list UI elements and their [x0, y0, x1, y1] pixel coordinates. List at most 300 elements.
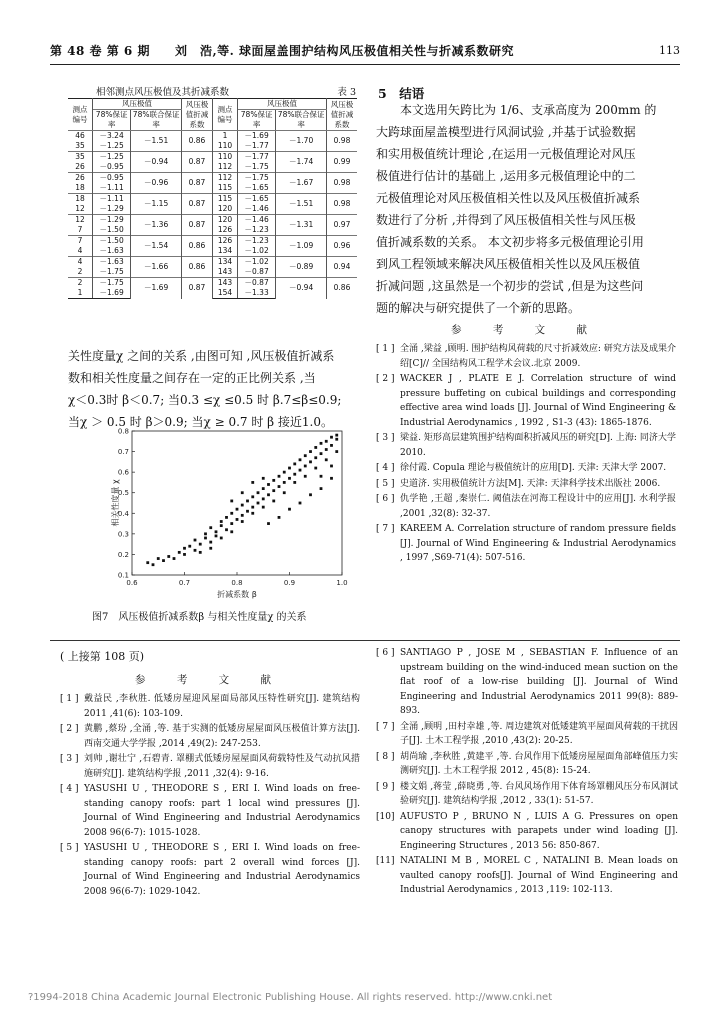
table-cell: 0.97: [327, 215, 358, 236]
data-point: [262, 487, 265, 490]
y-tick-label: 0.3: [117, 530, 129, 539]
table-cell: 0.86: [181, 131, 212, 152]
table-cell: 2: [68, 278, 93, 289]
data-point: [304, 465, 307, 468]
reference-number: [ 1 ]: [60, 694, 79, 704]
reference-item: [60, 782, 360, 840]
text-line: 折减问题 ,这虽然是一个初步的尝试 ,但是为这些问: [376, 279, 644, 293]
page-number: 113: [659, 44, 680, 57]
data-point: [267, 522, 270, 525]
table-cell: －1.02: [237, 257, 275, 268]
reference-text: 仇学艳 ,王超 ,秦崇仁. 阈值法在河海工程设计中的应用[J]. 水利学报 ,2001 ,32(8): 32-37.: [400, 494, 676, 519]
data-point: [157, 557, 160, 560]
table-cell: 12: [68, 215, 93, 226]
reference-text: KAREEM A. Correlation structure of random pressure fields [J]. Journal of Wind Engineering & Industrial Aerodynamics , 1997 ,S69-71(4): 507-516.: [400, 524, 676, 563]
table-cell: －1.46: [237, 204, 275, 215]
table-cell: －1.25: [93, 141, 131, 152]
reference-text: YASUSHI U , THEODORE S , ERI I. Wind loads on free-standing canopy roofs: part 2 overall wind forces [J]. Journal of Wind Engineering and Industrial Aerodynamics 2008 96(6-7): 1029-1042.: [84, 843, 360, 897]
text-line: 到风工程领域来解决风压极值相关性以及风压极值: [376, 257, 641, 271]
data-point: [236, 518, 239, 521]
table-cell: 0.87: [181, 173, 212, 194]
data-point: [204, 532, 207, 535]
data-point: [183, 553, 186, 556]
data-point: [320, 475, 323, 478]
table-cell: －1.51: [131, 131, 182, 152]
table-cell: 143: [212, 267, 237, 278]
table-cell: 112: [212, 173, 237, 184]
reference-item: [376, 372, 676, 430]
text-line: 数进行了分析 ,并得到了风压极值相关性与风压极: [376, 213, 636, 227]
table-cell: －1.46: [237, 215, 275, 226]
table-row: [68, 215, 357, 226]
text-line: 极值进行估计的基础上 ,运用多元极值理论中的二: [376, 169, 636, 183]
table-cell: －0.96: [131, 173, 182, 194]
table-cell: 134: [212, 257, 237, 268]
table-cell: 0.87: [181, 194, 212, 215]
col-p78: 78%保证率: [93, 110, 131, 131]
table-cell: －1.54: [131, 236, 182, 257]
data-point: [335, 450, 338, 453]
col-wind-extreme: 风压极值: [93, 99, 182, 110]
table-cell: －1.63: [93, 246, 131, 257]
data-point: [278, 475, 281, 478]
table-cell: 7: [68, 225, 93, 236]
reference-text: 史道济. 实用极值统计方法[M]. 天津: 天津科学技术出版社 2006.: [400, 478, 661, 489]
data-point: [246, 500, 249, 503]
data-point: [330, 477, 333, 480]
col-joint: 78%联合保证率: [131, 110, 182, 131]
text-line: χ＜0.3时 β＜0.7; 当0.3 ≤χ ≤0.5 时 β.7≤β≤0.9;: [68, 393, 342, 407]
reference-number: [ 5 ]: [60, 843, 79, 853]
reference-text: WACKER J , PLATE E J. Correlation structure of wind pressure buffeting on cubical buildings and corresponding effective area wind loads [J]. Journal of Wind Engineering & Industrial Aerodynamics , 1992 , S1-3 (43): 1865-1876.: [400, 374, 676, 428]
reference-item: [376, 492, 676, 521]
table-cell: －1.69: [131, 278, 182, 299]
data-point: [330, 436, 333, 439]
table-cell: －1.67: [276, 173, 327, 194]
reference-item: [60, 722, 360, 751]
text-line: 关性度量χ 之间的关系 ,由图可知 ,风压极值折减系: [68, 349, 335, 363]
text-line: 元极值理论对风压极值相关性以及风压极值折减系: [376, 191, 641, 205]
data-point: [251, 506, 254, 509]
data-point: [241, 514, 244, 517]
data-point: [314, 456, 317, 459]
data-point: [167, 555, 170, 558]
table-cell: 120: [212, 215, 237, 226]
data-point: [314, 446, 317, 449]
table-cell: 7: [68, 236, 93, 247]
data-point: [309, 493, 312, 496]
reference-text: 全涌 ,梁益 ,顾明. 围护结构风荷载的尺寸折减效应: 研究方法及成果介绍[C]// 全国结构风工程学术会议.北京 2009.: [400, 344, 676, 369]
x-axis-label: 折减系数 β: [217, 590, 257, 599]
reference-item: [376, 431, 676, 460]
data-point: [278, 516, 281, 519]
data-point: [283, 471, 286, 474]
reference-item: [376, 854, 678, 898]
table-cell: 0.87: [181, 278, 212, 299]
data-point: [304, 454, 307, 457]
reference-number: [ 1 ]: [376, 344, 395, 354]
table-cell: －0.95: [93, 162, 131, 173]
data-point: [267, 493, 270, 496]
table-cell: 154: [212, 288, 237, 299]
table-cell: 0.87: [181, 152, 212, 173]
text-line: 当χ ＞ 0.5 时 β＞0.9; 当χ ≥ 0.7 时 β 接近1.0。: [68, 415, 333, 429]
data-point: [251, 495, 254, 498]
reference-text: 徐付霞. Copula 理论与极值统计的应用[D]. 天津: 天津大学 2007.: [400, 463, 667, 473]
data-point: [194, 539, 197, 542]
reference-item: [376, 750, 678, 779]
table-cell: －1.11: [93, 194, 131, 205]
conclusion-body: [376, 99, 676, 319]
table-row: [68, 278, 357, 289]
data-point: [152, 563, 155, 566]
reference-number: [ 5 ]: [376, 478, 395, 489]
table-cell: 46: [68, 131, 93, 142]
continued-note: ( 上接第 108 页): [60, 650, 145, 663]
data-point: [330, 465, 333, 468]
data-point: [173, 557, 176, 560]
data-point: [309, 460, 312, 463]
section-heading: 5 结语: [378, 86, 425, 101]
reference-number: [ 2 ]: [60, 724, 79, 734]
reference-item: [60, 752, 360, 781]
data-point: [188, 545, 191, 548]
data-point: [262, 497, 265, 500]
reference-text: 胡尚瑜 ,李秋胜 ,黄建平 ,等. 台风作用下低矮房屋屋面角部峰值压力实测研究[J]. 土木工程学报 2012 , 45(8): 15-24.: [400, 751, 678, 776]
scatter-chart: [90, 425, 360, 605]
x-tick-label: 0.9: [283, 579, 296, 587]
data-point: [230, 512, 233, 515]
y-tick-label: 0.6: [117, 468, 129, 477]
data-point: [262, 477, 265, 480]
table-cell: －1.50: [93, 236, 131, 247]
data-table: [68, 98, 357, 299]
table-cell: 35: [68, 152, 93, 163]
table-cell: 0.87: [181, 215, 212, 236]
table-cell: 2: [68, 267, 93, 278]
y-axis-label: 相关性度量 χ: [111, 479, 120, 527]
running-header: [50, 42, 680, 62]
data-point: [335, 434, 338, 437]
data-point: [288, 508, 291, 511]
data-point: [220, 524, 223, 527]
table-cell: －1.25: [93, 152, 131, 163]
table-row: [68, 173, 357, 184]
table-cell: －1.66: [131, 257, 182, 278]
section-separator: [50, 640, 680, 641]
reference-text: 戴益民 ,李秋胜. 低矮房屋迎风屋面局部风压特性研究[J]. 建筑结构 2011 ,41(6): 103-109.: [84, 694, 360, 719]
reference-number: [ 4 ]: [60, 784, 79, 794]
table-cell: 120: [212, 204, 237, 215]
table-cell: －1.65: [237, 194, 275, 205]
data-point: [314, 467, 317, 470]
table-cell: 26: [68, 173, 93, 184]
table-row: [68, 152, 357, 163]
reference-item: [376, 477, 676, 492]
table-cell: －0.89: [276, 257, 327, 278]
table-cell: －1.50: [93, 225, 131, 236]
col-wind-extreme-2: 风压极值: [237, 99, 326, 110]
table-cell: 110: [212, 152, 237, 163]
y-tick-label: 0.8: [117, 427, 129, 436]
reference-item: [60, 692, 360, 721]
table-cell: －1.77: [237, 152, 275, 163]
data-point: [335, 438, 338, 441]
data-point: [162, 559, 165, 562]
table-cell: 4: [68, 246, 93, 257]
x-tick-label: 1.0: [336, 579, 348, 587]
table-cell: －1.74: [276, 152, 327, 173]
y-tick-label: 0.5: [117, 489, 129, 498]
reference-text: 楼文娟 ,蒋莹 ,薛晓勇 ,等. 台风风场作用下体育场罩棚风压分布风洞试验研究[J]. 建筑结构学报 ,2012 , 33(1): 51-57.: [400, 781, 678, 806]
reference-item: [376, 522, 676, 566]
table-cell: 0.86: [327, 278, 358, 299]
table-cell: －0.87: [237, 278, 275, 289]
data-point: [257, 502, 260, 505]
references-list-right: [376, 646, 678, 899]
table-cell: －1.11: [93, 183, 131, 194]
data-point: [288, 477, 291, 480]
col-point-id: 测点编号: [68, 99, 93, 131]
table-cell: －1.75: [237, 162, 275, 173]
table-cell: －1.09: [276, 236, 327, 257]
data-point: [293, 463, 296, 466]
table-cell: －1.33: [237, 288, 275, 299]
data-point: [241, 520, 244, 523]
reference-number: [10]: [376, 811, 395, 822]
table-cell: 12: [68, 204, 93, 215]
x-tick-label: 0.7: [178, 579, 191, 587]
text-line: 值折减系数的关系。 本文初步将多元极值理论引用: [376, 235, 644, 249]
col-factor-2: 风压极值折减系数: [327, 99, 358, 131]
data-point: [209, 526, 212, 529]
reference-number: [ 3 ]: [376, 433, 395, 443]
figure-caption: 图7 风压极值折减系数β 与相关性度量χ 的关系: [92, 612, 307, 623]
data-point: [330, 444, 333, 447]
table-cell: 126: [212, 225, 237, 236]
reference-number: [ 6 ]: [376, 494, 395, 504]
table-cell: 115: [212, 183, 237, 194]
table-cell: 18: [68, 183, 93, 194]
left-paragraph: [68, 345, 358, 433]
table-cell: 4: [68, 257, 93, 268]
table-cell: －0.95: [93, 173, 131, 184]
col-point-id-2: 测点编号: [212, 99, 237, 131]
table-cell: 35: [68, 141, 93, 152]
data-point: [251, 481, 254, 484]
data-point: [230, 500, 233, 503]
data-point: [257, 491, 260, 494]
table-cell: －1.75: [237, 173, 275, 184]
table-cell: 112: [212, 162, 237, 173]
reference-text: 梁益. 矩形高层建筑围护结构面积折减风压的研究[D]. 上海: 同济大学 2010.: [400, 433, 676, 458]
table-cell: －1.36: [131, 215, 182, 236]
data-point: [230, 522, 233, 525]
reference-item: [376, 461, 676, 476]
table-cell: 110: [212, 141, 237, 152]
table-cell: －1.77: [237, 141, 275, 152]
data-point: [283, 491, 286, 494]
data-point: [204, 537, 207, 540]
reference-number: [ 3 ]: [60, 754, 79, 764]
table-cell: 126: [212, 236, 237, 247]
reference-text: 黄鹏 ,蔡玢 ,全涌 ,等. 基于实测的低矮房屋屋面风压极值计算方法[J]. 西南交通大学学报 ,2014 ,49(2): 247-253.: [84, 724, 360, 749]
data-point: [230, 530, 233, 533]
table-cell: －0.87: [237, 267, 275, 278]
data-point: [194, 549, 197, 552]
data-point: [299, 469, 302, 472]
table-cell: 134: [212, 246, 237, 257]
data-point: [325, 440, 328, 443]
y-tick-label: 0.1: [117, 571, 129, 580]
table-cell: 26: [68, 162, 93, 173]
table-cell: －1.70: [276, 131, 327, 152]
y-tick-label: 0.7: [117, 448, 129, 457]
reference-number: [ 8 ]: [376, 751, 395, 762]
table-cell: 0.99: [327, 152, 358, 173]
reference-item: [60, 841, 360, 899]
reference-text: YASUSHI U , THEODORE S , ERI I. Wind loads on free-standing canopy roofs: part 1 local wind pressures [J]. Journal of Wind Engineering and Industrial Aerodynamics 2008 96(6-7): 1015-1028.: [84, 784, 360, 838]
table-cell: －1.31: [276, 215, 327, 236]
data-point: [178, 551, 181, 554]
data-point: [272, 489, 275, 492]
table-cell: 1: [68, 288, 93, 299]
table-cell: －1.23: [237, 225, 275, 236]
header-journal: 第 48 卷 第 6 期 刘 浩,等. 球面屋盖围护结构风压极值相关性与折减系数研究: [50, 44, 515, 58]
data-point: [209, 541, 212, 544]
table-cell: 1: [212, 131, 237, 142]
data-point: [215, 530, 218, 533]
table-cell: 0.98: [327, 194, 358, 215]
table-row: [68, 257, 357, 268]
reference-text: 全涌 ,顾明 ,田村幸雄 ,等. 周边建筑对低矮建筑平屋面风荷载的干扰因子[J]. 土木工程学报 ,2010 ,43(2): 20-25.: [400, 721, 678, 746]
references-heading-2: 参 考 文 献: [134, 674, 285, 686]
data-point: [199, 551, 202, 554]
reference-item: [376, 342, 676, 371]
table-cell: －1.02: [237, 246, 275, 257]
table-row: [68, 236, 357, 247]
table-cell: 0.98: [327, 173, 358, 194]
data-point: [199, 543, 202, 546]
reference-number: [ 4 ]: [376, 463, 395, 473]
references-list: [376, 342, 676, 567]
data-point: [225, 528, 228, 531]
text-line: 和实用极值统计理论 ,在运用一元极值理论对风压: [376, 147, 636, 161]
table-cell: －1.51: [276, 194, 327, 215]
table-cell: －1.29: [93, 204, 131, 215]
data-point: [293, 473, 296, 476]
x-tick-label: 0.8: [231, 579, 243, 587]
data-point: [272, 479, 275, 482]
table-number: 表 3: [337, 87, 356, 98]
table-cell: －1.63: [93, 257, 131, 268]
y-tick-label: 0.4: [117, 509, 129, 518]
table-cell: －1.23: [237, 236, 275, 247]
reference-number: [ 2 ]: [376, 374, 395, 384]
reference-item: [376, 780, 678, 809]
data-point: [220, 520, 223, 523]
reference-item: [376, 646, 678, 719]
col-factor: 风压极值折减系数: [181, 99, 212, 131]
data-point: [283, 481, 286, 484]
data-point: [272, 500, 275, 503]
table-cell: －1.15: [131, 194, 182, 215]
table-cell: 0.86: [181, 236, 212, 257]
table-cell: 115: [212, 194, 237, 205]
table-cell: －0.94: [276, 278, 327, 299]
data-point: [241, 491, 244, 494]
data-point: [309, 450, 312, 453]
table-cell: －1.69: [237, 131, 275, 142]
data-point: [299, 458, 302, 461]
col-p78-2: 78%保证率: [237, 110, 275, 131]
header-rule: [50, 64, 680, 65]
data-point: [183, 547, 186, 550]
reference-text: 刘帅 ,谢壮宁 ,石碧青. 罩棚式低矮房屋屋面风荷载特性及气动抗风措施研究[J]. 建筑结构学报 ,2011 ,32(4): 9-16.: [84, 754, 360, 779]
reference-number: [ 7 ]: [376, 721, 395, 732]
data-point: [262, 506, 265, 509]
data-point: [220, 537, 223, 540]
data-point: [299, 502, 302, 505]
reference-text: NATALINI M B , MOREL C , NATALINI B. Mean loads on vaulted canopy roofs[J]. Journal of Wind Engineering and Industrial Aerodynamics , 2013 ,119: 102-113.: [400, 856, 678, 895]
reference-number: [ 6 ]: [376, 648, 395, 658]
data-point: [288, 467, 291, 470]
data-point: [325, 448, 328, 451]
data-point: [320, 442, 323, 445]
y-tick-label: 0.2: [117, 550, 129, 559]
data-point: [146, 561, 149, 564]
table-cell: 0.96: [327, 236, 358, 257]
data-point: [304, 475, 307, 478]
table-cell: 143: [212, 278, 237, 289]
data-point: [251, 512, 254, 515]
reference-item: [376, 810, 678, 854]
data-point: [209, 547, 212, 550]
data-point: [293, 481, 296, 484]
data-point: [325, 458, 328, 461]
reference-text: AUFUSTO P , BRUNO N , LUIS A G. Pressures on open canopy structures with parapets under wind loading [J]. Engineering Structures , 2013 56: 850-867.: [400, 811, 678, 851]
data-point: [236, 508, 239, 511]
copyright-footer: ?1994-2018 China Academic Journal Electronic Publishing House. All rights reserved. http://www.cnki.net: [28, 992, 553, 1003]
text-line: 大跨球面屋盖模型进行风洞试验 ,并基于试验数据: [376, 125, 636, 139]
table-title: 相邻测点风压极值及其折减系数 表 3: [96, 84, 356, 98]
data-point: [225, 516, 228, 519]
table-row: [68, 194, 357, 205]
table-cell: 0.98: [327, 131, 358, 152]
reference-item: [376, 720, 678, 749]
data-point: [246, 510, 249, 513]
table-cell: 18: [68, 194, 93, 205]
table-cell: －1.75: [93, 278, 131, 289]
data-point: [320, 452, 323, 455]
references-list-left: [60, 692, 360, 900]
data-point: [278, 485, 281, 488]
data-point: [215, 535, 218, 538]
table-cell: －3.24: [93, 131, 131, 142]
data-point: [267, 483, 270, 486]
text-line: 题的解决与研究提供了一个新的思路。: [376, 301, 581, 315]
data-point: [320, 487, 323, 490]
table-cell: 0.94: [327, 257, 358, 278]
table-cell: －1.29: [93, 215, 131, 226]
table-cell: －0.94: [131, 152, 182, 173]
table-cell: －1.65: [237, 183, 275, 194]
text-line: 数和相关性度量之间存在一定的正比例关系 ,当: [68, 371, 316, 385]
table-cell: －1.69: [93, 288, 131, 299]
reference-number: [ 9 ]: [376, 781, 395, 792]
x-tick-label: 0.6: [126, 579, 138, 587]
text-line: 本文选用矢跨比为 1/6、支承高度为 200mm 的: [400, 103, 657, 117]
